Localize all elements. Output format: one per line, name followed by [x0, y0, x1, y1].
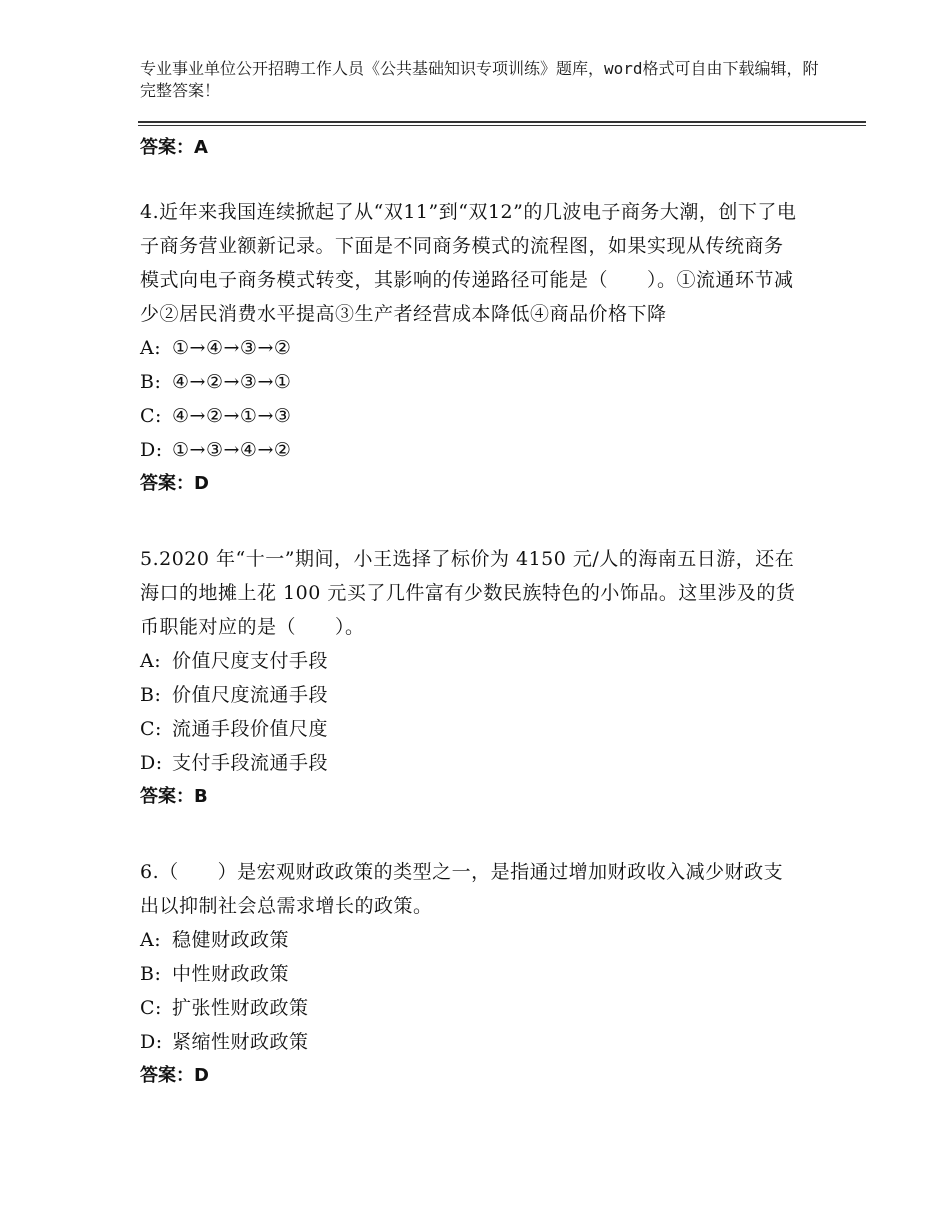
option-a: [140, 644, 800, 678]
page-header: 专业事业单位公开招聘工作人员《公共基础知识专项训练》题库，word格式可自由下载编辑，附完整答案！: [140, 59, 819, 100]
option-a: [140, 923, 800, 957]
answer-label: 答案：D: [140, 473, 209, 494]
question-list: [140, 195, 800, 1134]
option-text: 流通手段价值尺度: [172, 718, 329, 740]
question-4: [140, 195, 800, 501]
option-b: [140, 365, 800, 399]
option-d: [140, 746, 800, 780]
header-divider-thick: [138, 121, 866, 123]
option-text: 价值尺度支付手段: [172, 650, 329, 672]
option-letter: B:: [140, 371, 162, 393]
question-5: [140, 542, 800, 814]
option-letter: D:: [140, 439, 163, 461]
option-a: [140, 331, 800, 365]
option-text: ①→③→④→②: [172, 439, 292, 461]
option-letter: A:: [140, 337, 162, 359]
option-text: 支付手段流通手段: [172, 752, 329, 774]
answer-label: 答案：D: [140, 1065, 209, 1086]
question-6: [140, 855, 800, 1093]
option-letter: C:: [140, 997, 162, 1019]
option-text: 紧缩性财政政策: [172, 1031, 309, 1053]
option-letter: B:: [140, 963, 162, 985]
option-letter: D:: [140, 752, 163, 774]
question-stem: 6.（ ）是宏观财政政策的类型之一，是指通过增加财政收入减少财政支出以抑制社会总需求增长的政策。: [140, 861, 784, 917]
option-b: [140, 678, 800, 712]
option-text: 中性财政政策: [172, 963, 290, 985]
option-d: [140, 433, 800, 467]
option-letter: C:: [140, 405, 162, 427]
option-letter: D:: [140, 1031, 163, 1053]
option-text: 扩张性财政政策: [172, 997, 309, 1019]
option-text: ④→②→①→③: [172, 405, 292, 427]
option-c: [140, 991, 800, 1025]
answer-label: 答案：A: [140, 137, 208, 158]
question-stem: 5.2020 年“十一”期间，小王选择了标价为 4150 元/人的海南五日游，还在海口的地摊上花 100 元买了几件富有少数民族特色的小饰品。这里涉及的货币职能对应的是（ ）。: [140, 548, 796, 638]
question-stem: 4.近年来我国连续掀起了从“双11”到“双12”的几波电子商务大潮，创下了电子商务营业额新记录。下面是不同商务模式的流程图，如果实现从传统商务模式向电子商务模式转变，其影响的传递路径可能是（ ）。①流通环节减少②居民消费水平提高③生产者经营成本降低④商品价格下降: [140, 201, 797, 325]
option-b: [140, 957, 800, 991]
option-text: ④→②→③→①: [172, 371, 292, 393]
option-letter: C:: [140, 718, 162, 740]
option-d: [140, 1025, 800, 1059]
option-letter: B:: [140, 684, 162, 706]
option-letter: A:: [140, 650, 162, 672]
answer-label: 答案：B: [140, 786, 208, 807]
option-c: [140, 712, 800, 746]
option-text: ①→④→③→②: [172, 337, 292, 359]
option-text: 稳健财政政策: [172, 929, 290, 951]
option-text: 价值尺度流通手段: [172, 684, 329, 706]
option-c: [140, 399, 800, 433]
option-letter: A:: [140, 929, 162, 951]
header-divider-thin: [138, 125, 866, 126]
